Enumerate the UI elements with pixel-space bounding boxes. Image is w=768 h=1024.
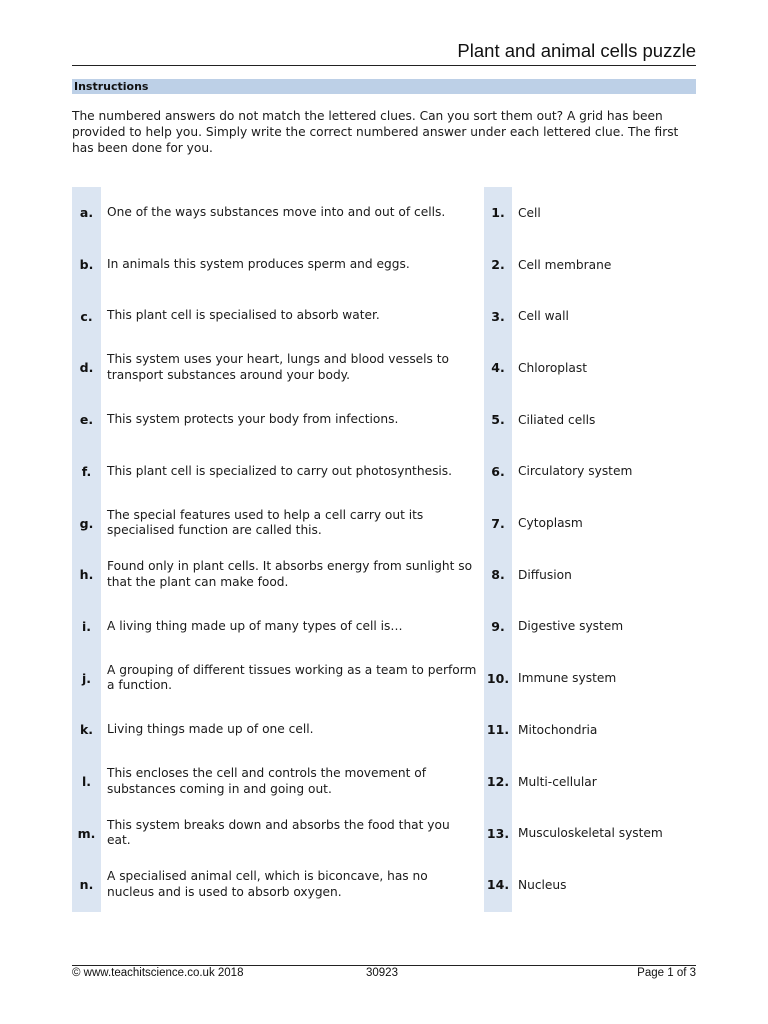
footer-code: 30923 (366, 967, 398, 979)
clue-letter: m. (77, 825, 96, 841)
clue-letter: g. (79, 515, 94, 531)
answer-text: Multi-cellular (518, 774, 597, 789)
answer-text: Circulatory system (518, 464, 633, 479)
clue-text: This system breaks down and absorbs the food that you eat. (107, 817, 450, 848)
puzzle-row (72, 704, 696, 756)
clue-letter: k. (79, 722, 94, 738)
clue-text: A specialised animal cell, which is biconcave, has no nucleus and is used to absorb oxygen. (107, 869, 428, 899)
clue-text: A living thing made up of many types of cell is… (107, 618, 403, 633)
answer-text: Nucleus (518, 877, 567, 892)
clue-letter: e. (79, 412, 94, 428)
instructions-text: The numbered answers do not match the lettered clues. Can you sort them out? A grid has been provided to help you. Simply write the correct numbered answer under each lettered clue. The first has been done for you. (72, 109, 679, 155)
puzzle-row (72, 549, 696, 601)
answer-number: 9. (491, 618, 505, 634)
answer-number: 4. (491, 360, 505, 376)
answer-number: 12. (486, 774, 510, 790)
clue-text: This encloses the cell and controls the movement of substances coming in and going out. (107, 766, 427, 796)
clue-text: This system uses your heart, lungs and blood vessels to transport substances around your body. (107, 352, 450, 382)
footer-page-number: Page 1 of 3 (637, 967, 696, 979)
footer-divider (72, 965, 696, 966)
title-divider (72, 65, 696, 66)
puzzle-row (72, 497, 696, 549)
clue-text: In animals this system produces sperm and eggs. (107, 256, 410, 271)
answer-text: Chloroplast (518, 360, 587, 375)
puzzle-row (72, 187, 696, 239)
answer-text: Diffusion (518, 567, 572, 582)
clue-letter: i. (81, 618, 92, 634)
answer-text: Immune system (518, 671, 617, 686)
clue-letter: c. (80, 308, 93, 324)
answer-number: 11. (486, 722, 510, 738)
clue-letter: d. (79, 360, 94, 376)
puzzle-row (72, 446, 696, 498)
puzzle-row (72, 652, 696, 704)
answer-number: 13. (486, 825, 510, 841)
clue-letter: h. (79, 567, 94, 583)
answer-number: 5. (491, 412, 505, 428)
answer-number: 14. (486, 877, 510, 893)
instructions-heading: Instructions (72, 79, 696, 94)
clue-text: One of the ways substances move into and out of cells. (107, 205, 446, 220)
answer-number: 6. (491, 463, 505, 479)
answer-text: Cell (518, 205, 541, 220)
answer-number: 8. (491, 567, 505, 583)
puzzle-row (72, 342, 696, 394)
puzzle-row (72, 290, 696, 342)
clue-letter: b. (79, 257, 94, 273)
clue-text: Living things made up of one cell. (107, 722, 314, 737)
puzzle-row (72, 394, 696, 446)
clue-letter: n. (79, 877, 94, 893)
clue-letter: l. (81, 774, 92, 790)
puzzle-row (72, 756, 696, 808)
answer-text: Cell wall (518, 309, 569, 324)
puzzle-row (72, 601, 696, 653)
clue-text: Found only in plant cells. It absorbs energy from sunlight so that the plant can make food. (107, 559, 473, 589)
clue-text: This plant cell is specialised to absorb water. (107, 308, 380, 323)
answer-number: 10. (486, 670, 510, 686)
clue-letter: j. (81, 670, 92, 686)
clue-text: This plant cell is specialized to carry out photosynthesis. (107, 463, 453, 478)
clue-text: This system protects your body from infections. (107, 411, 399, 426)
puzzle-row (72, 239, 696, 291)
answer-number: 1. (491, 205, 505, 221)
answer-number: 7. (491, 515, 505, 531)
answer-text: Digestive system (518, 619, 624, 634)
clue-letter: f. (81, 463, 92, 479)
answer-text: Cytoplasm (518, 516, 583, 531)
puzzle-row (72, 859, 696, 911)
answer-text: Ciliated cells (518, 412, 596, 427)
clue-text: The special features used to help a cell carry out its specialised function are called this. (107, 507, 424, 538)
answer-text: Mitochondria (518, 722, 598, 737)
clue-text: A grouping of different tissues working as a team to perform a function. (107, 662, 477, 693)
footer-copyright: © www.teachitscience.co.uk 2018 (72, 967, 244, 979)
answer-number: 3. (491, 308, 505, 324)
puzzle-grid (72, 187, 663, 912)
page-title: Plant and animal cells puzzle (457, 40, 696, 61)
clue-letter: a. (79, 205, 94, 221)
answer-number: 2. (491, 257, 505, 273)
answer-text: Cell membrane (518, 257, 612, 272)
answer-text: Musculoskeletal system (518, 826, 663, 841)
puzzle-row (72, 807, 696, 859)
